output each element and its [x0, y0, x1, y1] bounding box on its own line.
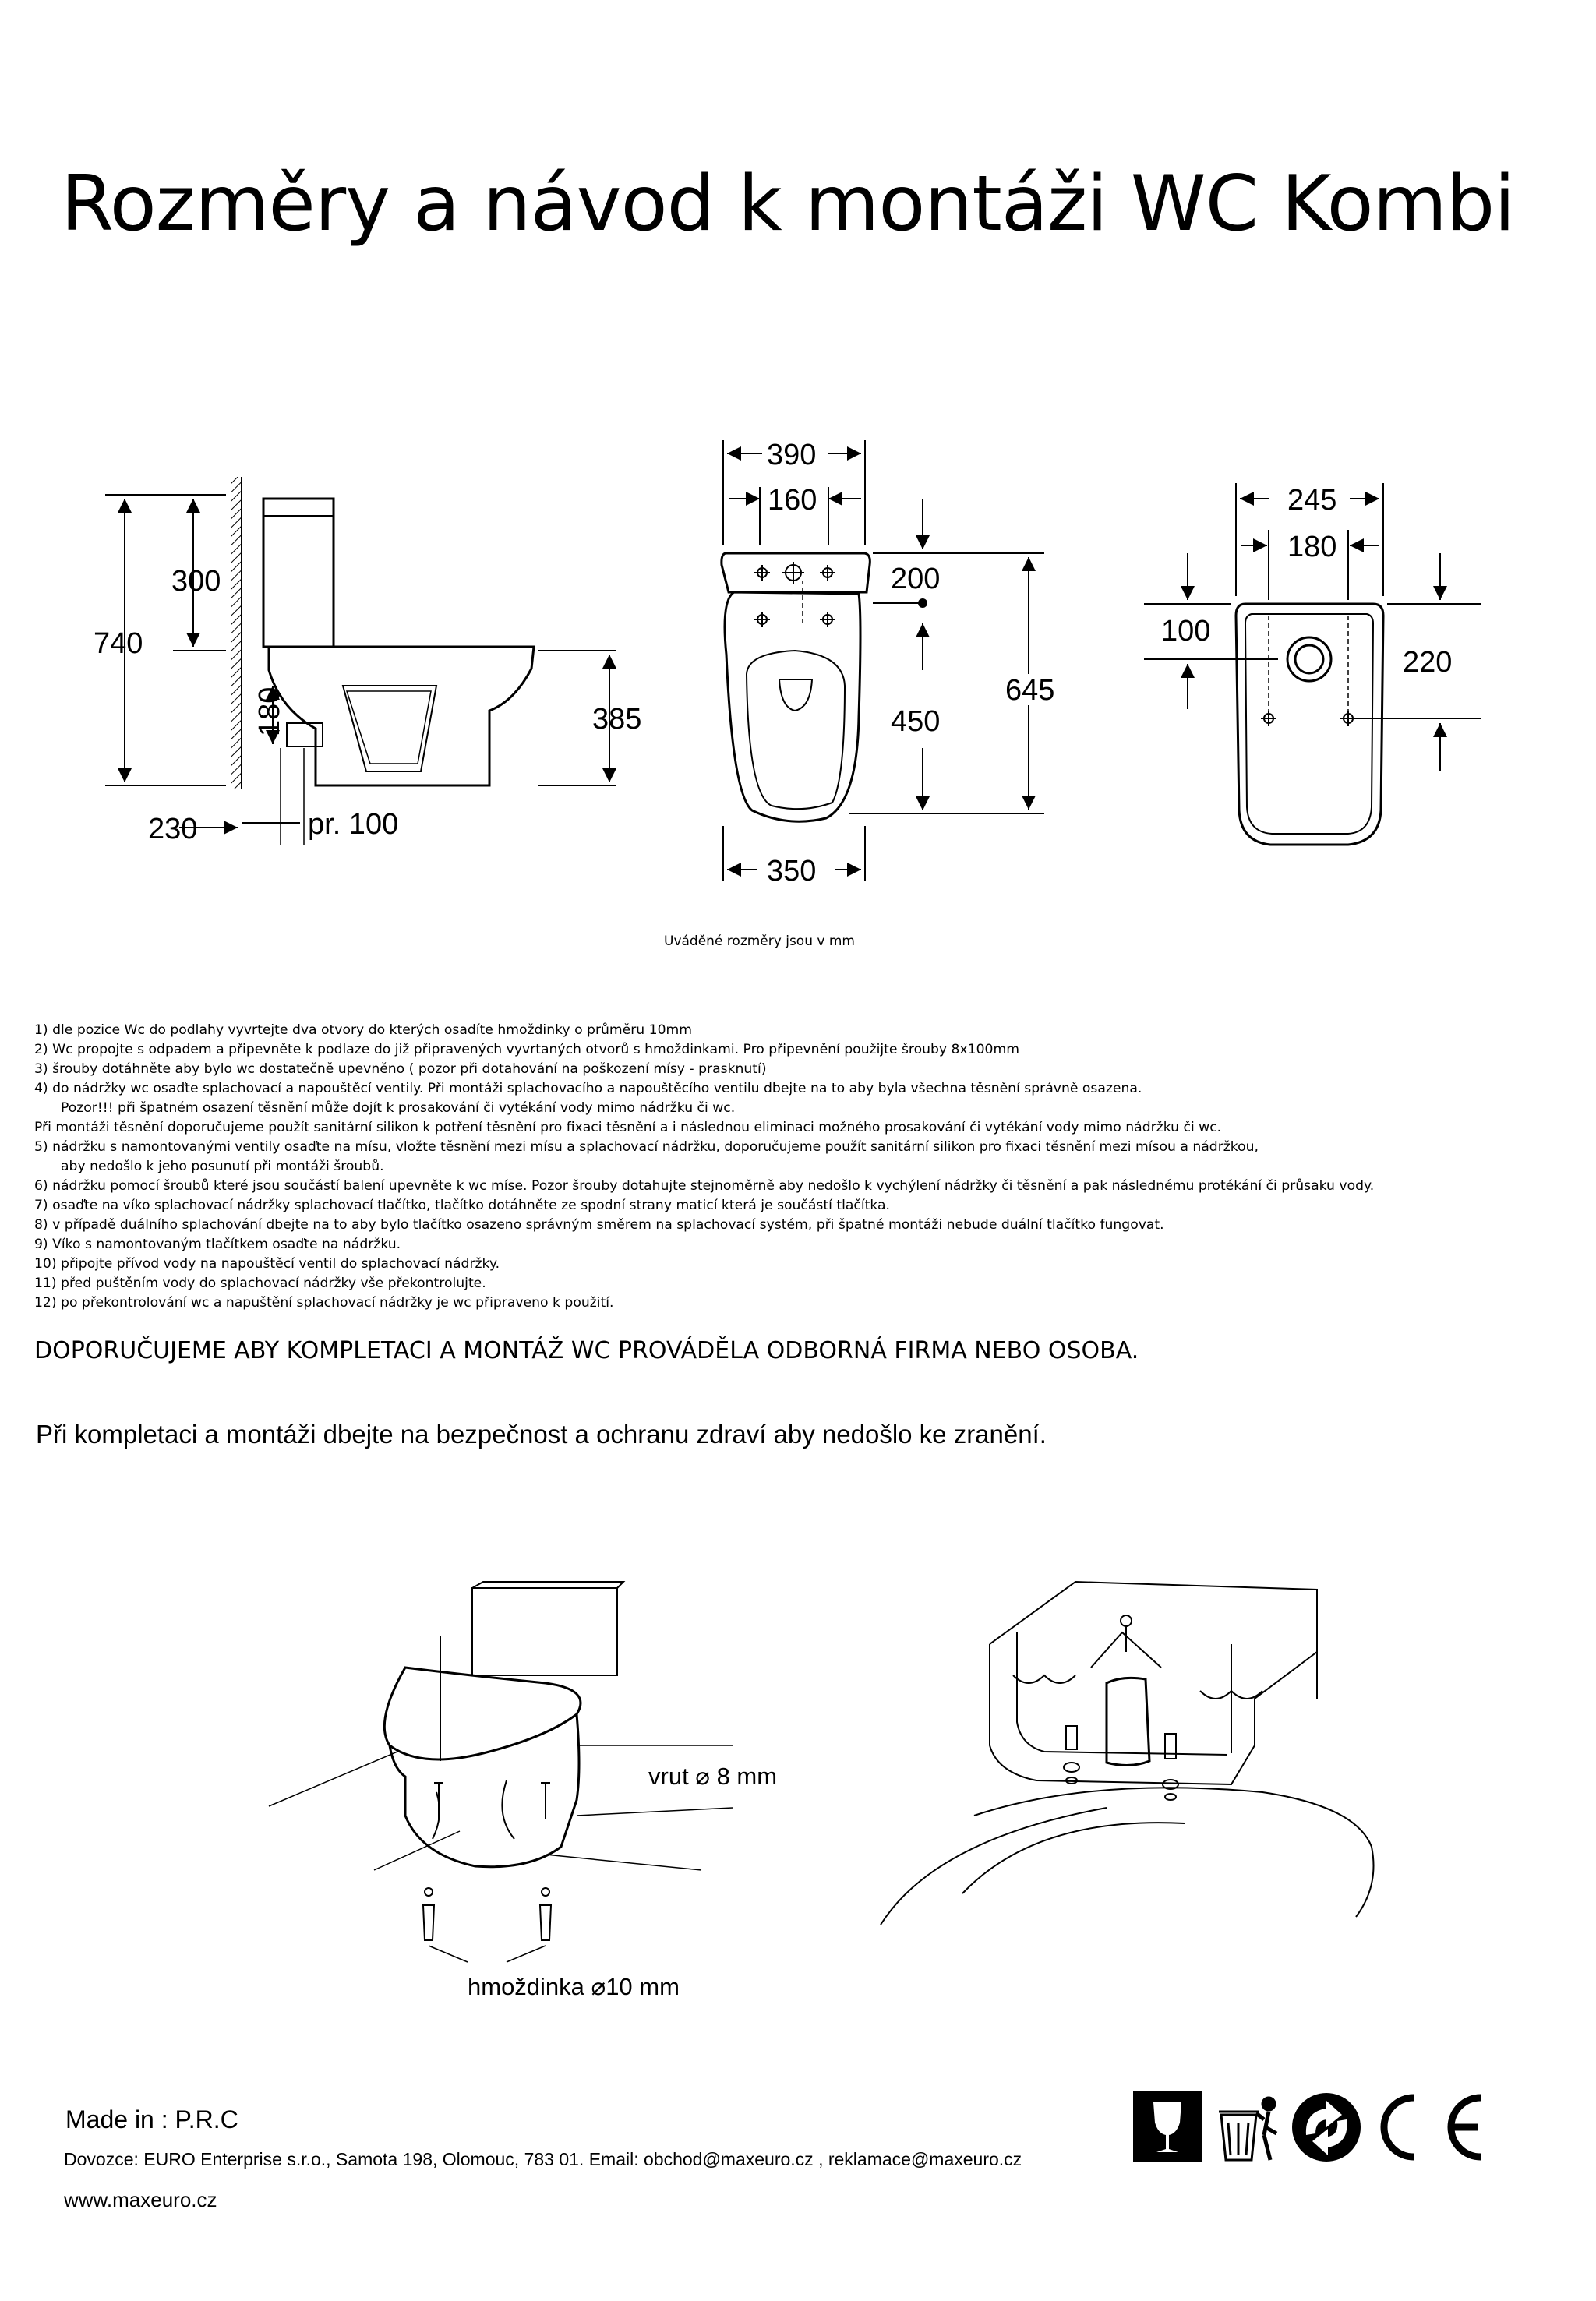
dimension-drawings	[0, 0, 1596, 966]
dim-outlet-diameter: pr. 100	[308, 808, 399, 841]
tank-view-holes	[1261, 711, 1356, 726]
certification-icons	[1132, 2088, 1506, 2166]
importer-info: Dovozce: EURO Enterprise s.r.o., Samota 198, Olomouc, 783 01. Email: obchod@maxeuro.cz , reklamace@maxeuro.cz	[64, 2149, 1022, 2169]
units-note: Uváděné rozměry jsou v mm	[664, 933, 855, 949]
dim-button-offset: 100	[1161, 615, 1211, 648]
dim-screw-spacing: 180	[1287, 531, 1337, 563]
instruction-item: 12) po překontrolování wc a napuštění splachovací nádržky je wc připraveno k použití.	[34, 1295, 614, 1311]
recommendation-text: DOPORUČUJEME ABY KOMPLETACI A MONTÁŽ WC PROVÁDĚLA ODBORNÁ FIRMA NEBO OSOBA.	[34, 1337, 1139, 1364]
instruction-item: 5) nádržku s namontovanými ventily osaďte na mísu, vložte těsnění mezi mísu a splachovací nádržku, doporučujeme použít sanitární silikon pro fixaci těsnění mezi mísou a nádržkou,	[34, 1139, 1259, 1155]
instruction-item: Při montáži těsnění doporučujeme použít sanitární silikon k potření těsnění pro fixaci těsnění a i následnou eliminaci možného prosakování či vytékání vody mimo nádržku či wc.	[34, 1120, 1222, 1135]
dim-bowl-width: 350	[767, 855, 817, 888]
ce-mark-icon	[1384, 2098, 1481, 2157]
instruction-item: Pozor!!! při špatném osazení těsnění může dojít k prosakování či vytékání vody mimo nádržku či wc.	[61, 1100, 736, 1116]
dowel-label: hmoždinka ⌀10 mm	[468, 1973, 680, 2000]
instruction-item: 2) Wc propojte s odpadem a připevněte k podlaze do již připravených vyvrtaných otvorů s hmoždinkami. Pro připevnění použijte šrouby 8x100mm	[34, 1042, 1019, 1057]
safety-text: Při kompletaci a montáži dbejte na bezpečnost a ochranu zdraví aby nedošlo ke zranění.	[36, 1420, 1047, 1449]
top-view-drawing	[722, 553, 870, 821]
side-view-drawing	[231, 477, 534, 845]
dim-tank-width: 245	[1287, 484, 1337, 517]
dim-tank-height: 300	[171, 565, 221, 598]
page-title: Rozměry a návod k montáži WC Kombi	[61, 160, 1515, 249]
assembly-illustrations	[0, 1558, 1596, 1995]
dim-top-width: 390	[767, 439, 817, 471]
side-view-dimensions	[105, 495, 616, 828]
fragile-icon	[1133, 2091, 1202, 2162]
instruction-item: aby nedošlo k jeho posunutí při montáži šroubů.	[61, 1159, 384, 1174]
instruction-item: 7) osaďte na víko splachovací nádržky splachovací tlačítko, tlačítko dotáhněte ze spodní strany maticí která je součástí tlačítka.	[34, 1198, 891, 1213]
dim-total-height: 740	[94, 627, 143, 660]
tank-mounting-illustration	[881, 1582, 1374, 1925]
made-in: Made in : P.R.C	[65, 2105, 238, 2133]
dim-total-length: 645	[1005, 674, 1055, 707]
recycle-bin-icon	[1219, 2098, 1276, 2160]
tank-view-drawing	[1236, 604, 1383, 845]
instruction-item: 11) před puštěním vody do splachovací nádržky vše překontrolujte.	[34, 1276, 486, 1291]
website-link[interactable]: www.maxeuro.cz	[64, 2188, 217, 2211]
instruction-item: 8) v případě duálního splachování dbejte na to aby bylo tlačítko osazeno správným směrem na splachovací systém, při špatné montáži nebude duální tlačítko fungovat.	[34, 1217, 1164, 1233]
instruction-item: 10) připojte přívod vody na napouštěcí ventil do splachovací nádržky.	[34, 1256, 500, 1272]
dim-hole-spacing: 160	[768, 484, 817, 517]
dim-outlet-height: 180	[253, 686, 286, 736]
top-view-holes	[754, 562, 835, 627]
instruction-item: 9) Víko s namontovaným tlačítkem osaďte na nádržku.	[34, 1237, 401, 1252]
dim-tank-depth-side: 220	[1403, 646, 1453, 679]
screw-label: vrut ⌀ 8 mm	[648, 1763, 778, 1790]
instruction-item: 4) do nádržky wc osaďte splachovací a napouštěcí ventily. Při montáži splachovacího a napouštěcího ventilu dbejte na to aby byla všechna těsnění správně osazena.	[34, 1081, 1142, 1096]
instruction-item: 1) dle pozice Wc do podlahy vyvrtejte dva otvory do kterých osadíte hmoždinky o průměru 10mm	[34, 1022, 693, 1038]
instructions-list	[34, 1021, 1577, 1313]
dim-bowl-length: 450	[891, 705, 941, 738]
recycling-icon	[1292, 2093, 1361, 2162]
instruction-item: 3) šrouby dotáhněte aby bylo wc dostatečně upevněno ( pozor při dotahování na poškození mísy - prasknutí)	[34, 1061, 767, 1077]
dim-tank-depth: 200	[891, 563, 941, 595]
instruction-item: 6) nádržku pomocí šroubů které jsou součástí balení upevněte k wc míse. Pozor šrouby dotahujte stejnoměrně aby nedošlo k vychýlení nádržky či těsnění a pak následnému protékání či průsaku vody.	[34, 1178, 1375, 1194]
dim-wall-distance: 230	[148, 813, 198, 845]
dim-seat-height: 385	[592, 703, 642, 736]
